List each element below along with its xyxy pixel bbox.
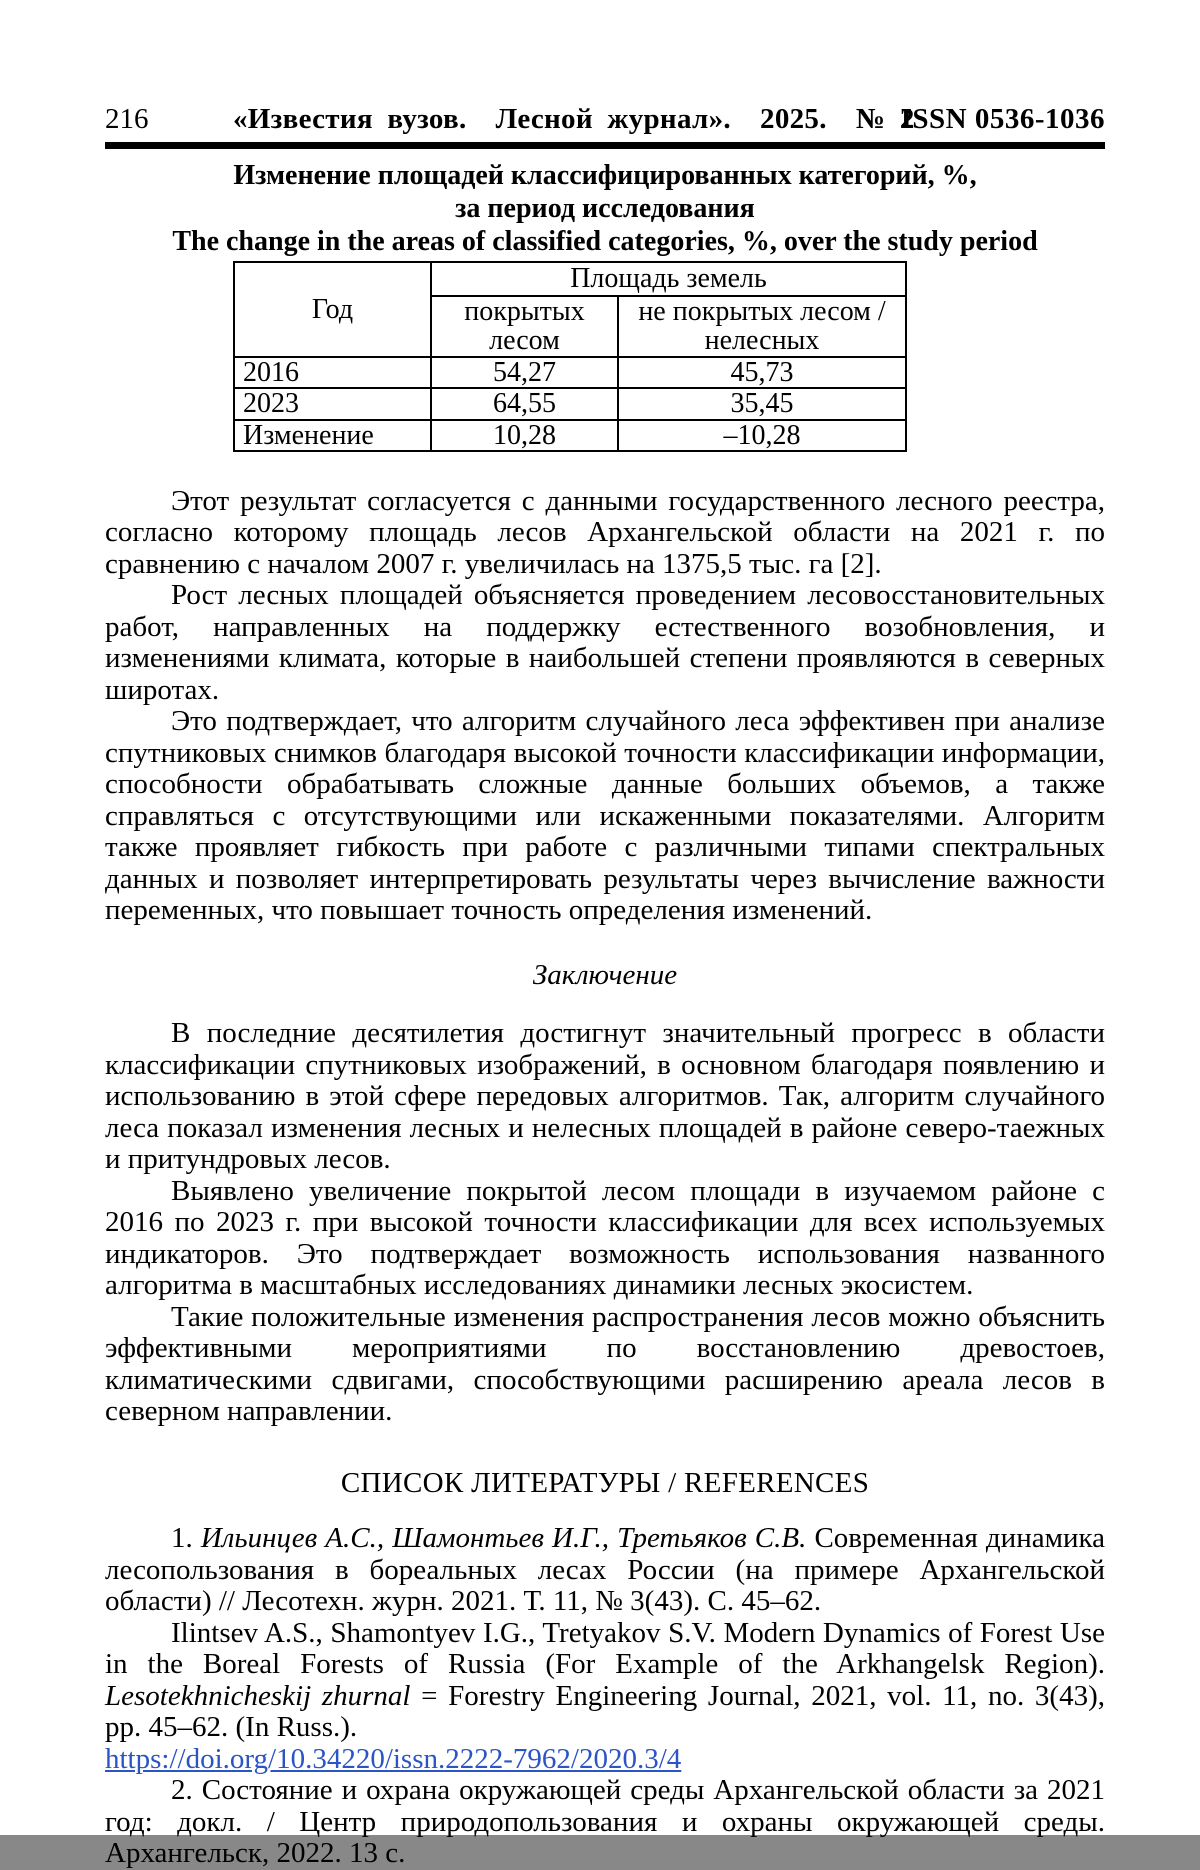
- reference-item-ru: [105, 1523, 1105, 1618]
- running-head: [105, 102, 1105, 136]
- table-row: [234, 388, 906, 419]
- col-header-forest: покрытых лесом: [431, 296, 618, 357]
- reference-authors-ru: Ильинцев А.С., Шамонтьев И.Г., Третьяков С.В.: [200, 1522, 807, 1555]
- cell-nonforest: 35,45: [618, 388, 906, 419]
- body-paragraph: Этот результат согласуется с данными государственного лесного реестра, согласно которому площадь лесов Архангельской области на 2021 г. по сравнению с началом 2007 г. увеличилась на 1375,5 тыс. га [2].: [105, 484, 1105, 580]
- table-caption-ru-line2: за период исследования: [455, 193, 755, 224]
- results-table: [233, 261, 907, 452]
- references-heading: СПИСОК ЛИТЕРАТУРЫ / REFERENCES: [340, 1466, 870, 1499]
- doi-line: [105, 1744, 1105, 1776]
- body-paragraph: Это подтверждает, что алгоритм случайного леса эффективен при анализе спутниковых снимков благодаря высокой точности классификации информации, способности обрабатывать сложные данные больших объемов, а также справляться с отсутствующими или искаженными показателями. Алгоритм также проявляет гибкость при работе с различными типами спектральных данных и позволяет интерпретировать результаты через вычисление важности переменных, что повышает точность определения изменений.: [105, 705, 1105, 927]
- cell-year: 2016: [234, 357, 431, 388]
- reference-text-en: Ilintsev A.S., Shamontyev I.G., Tretyakov S.V. Modern Dynamics of Forest Use in the Boreal Forests of Russia (For Example of the Arkhangelsk Region).: [105, 1616, 1105, 1681]
- cell-forest: 10,28: [431, 420, 618, 451]
- header-divider: [105, 142, 1105, 149]
- doi-link[interactable]: https://doi.org/10.34220/issn.2222-7962/2020.3/4: [105, 1742, 682, 1775]
- reference-text-ru: Современная динамика лесопользования в бореальных лесах России (на примере Архангельской области) // Лесотехн. журн. 2021. Т. 11, № 3(43). С. 45–62.: [105, 1522, 1105, 1618]
- col-header-area-group: Площадь земель: [431, 262, 906, 296]
- body-paragraph: Рост лесных площадей объясняется проведением лесовосстановительных работ, направленных на поддержку естественного возобновления, и изменениями климата, которые в наибольшей степени проявляются в северных широтах.: [105, 579, 1105, 706]
- reference-journal-en: Lesotekhnicheskij zhurnal: [105, 1679, 411, 1712]
- table-caption: [105, 159, 1105, 258]
- journal-title: «Известия вузов. Лесной журнал». 2025. № 2: [233, 103, 915, 135]
- reference-text-en: = Forestry Engineering Journal, 2021, vol. 11, no. 3(43), pp. 45–62. (In Russ.).: [105, 1679, 1105, 1744]
- cell-nonforest: –10,28: [618, 420, 906, 451]
- conclusion-heading: Заключение: [532, 958, 678, 991]
- table-caption-ru-line1: Изменение площадей классифицированных категорий, %,: [233, 160, 977, 191]
- reference-item-en: [105, 1618, 1105, 1744]
- page-number: 216: [105, 103, 149, 135]
- table-caption-en: The change in the areas of classified categories, %, over the study period: [172, 226, 1038, 257]
- table-row: [234, 357, 906, 388]
- conclusion-paragraph: Такие положительные изменения распространения лесов можно объяснить эффективными мероприятиями по восстановлению древостоев, климатическими сдвигами, способствующими расширению ареала лесов в северном направлении.: [105, 1300, 1105, 1428]
- cell-forest: 64,55: [431, 388, 618, 419]
- conclusion-paragraph: В последние десятилетия достигнут значительный прогресс в области классификации спутниковых изображений, в основном благодаря появлению и использованию в этой сфере передовых алгоритмов. Так, алгоритм случайного леса показал изменения лесных и нелесных площадей в районе северо-таежных и притундровых лесов.: [105, 1017, 1105, 1176]
- cell-nonforest: 45,73: [618, 357, 906, 388]
- cell-forest: 54,27: [431, 357, 618, 388]
- issn: ISSN 0536-1036: [900, 103, 1105, 135]
- table-row: [234, 420, 906, 451]
- cell-year: Изменение: [234, 420, 431, 451]
- reference-number: 1.: [171, 1522, 201, 1555]
- cell-year: 2023: [234, 388, 431, 419]
- reference-item-ru: 2. Состояние и охрана окружающей среды Архангельской области за 2021 год: докл. / Центр природопользования и охраны окружающей среды. Архангельск, 2022. 13 с.: [105, 1774, 1105, 1870]
- col-header-year: Год: [234, 262, 431, 357]
- table-header-row-1: [234, 262, 906, 296]
- conclusion-paragraph: Выявлено увеличение покрытой лесом площади в изучаемом районе с 2016 по 2023 г. при высокой точности классификации для всех используемых индикаторов. Это подтверждает возможность использования названного алгоритма в масштабных исследованиях динамики лесных экосистем.: [105, 1174, 1105, 1302]
- col-header-nonforest: не покрытых лесом / нелесных: [618, 296, 906, 357]
